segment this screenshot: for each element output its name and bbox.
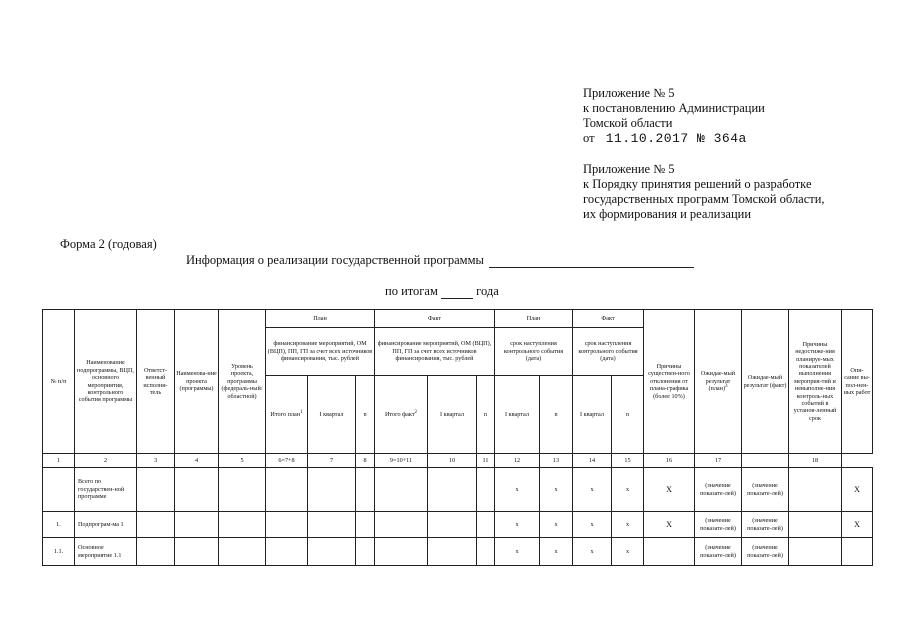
appendix-2-line-2: к Порядку принятия решений о разработке — [583, 177, 812, 191]
appendix-1-line-2: к постановлению Администрации — [583, 101, 765, 115]
program-report-table — [42, 309, 873, 566]
x-mark: x — [612, 512, 644, 538]
header-q1-fact: I квартал — [428, 376, 477, 454]
header-responsible: Ответст-венный исполни-тель — [137, 310, 175, 454]
value-fact: (значение показате-лей) — [742, 538, 789, 566]
header-qn-fact: n — [477, 376, 495, 454]
x-mark: x — [612, 468, 644, 512]
header-project-level: Уровень проекта, программы (федераль-ный/ областной) — [219, 310, 266, 454]
header-qn-event-fact: n — [612, 376, 644, 454]
appendix-header-2 — [583, 162, 825, 222]
cell — [375, 468, 428, 512]
col-number: 15 — [612, 454, 644, 468]
x-mark: x — [540, 468, 573, 512]
value-plan: (значение показате-лей) — [695, 512, 742, 538]
cell — [428, 538, 477, 566]
col-number — [742, 454, 789, 468]
appendix-header-1 — [583, 86, 765, 146]
value-fact: (значение показате-лей) — [742, 512, 789, 538]
resolution-date-number: 11.10.2017 № 364а — [605, 131, 747, 146]
appendix-2-line-1: Приложение № 5 — [583, 162, 675, 176]
cell — [175, 468, 219, 512]
header-event-plan-desc: срок наступления контрольного события (дата) — [495, 328, 573, 376]
x-mark: x — [540, 512, 573, 538]
x-mark: x — [573, 538, 612, 566]
cell — [219, 512, 266, 538]
value-plan: (значение показате-лей) — [695, 468, 742, 512]
date-prefix: от — [583, 131, 595, 145]
cell — [137, 512, 175, 538]
x-mark: x — [495, 512, 540, 538]
cell — [428, 468, 477, 512]
appendix-2-line-3: государственных программ Томской области, — [583, 192, 825, 206]
header-fin-plan-desc: финансирование мероприятий, ОМ (ВЦП), ПП, ГП за счет всех источников финансирования, тыс. рублей — [266, 328, 375, 376]
x-mark: x — [573, 468, 612, 512]
cell — [266, 512, 308, 538]
x-mark: x — [495, 538, 540, 566]
table-row — [43, 538, 873, 566]
row-name: Основное мероприятие 1.1 — [75, 538, 137, 566]
col-number: 5 — [219, 454, 266, 468]
appendix-1-line-1: Приложение № 5 — [583, 86, 675, 100]
cell — [266, 538, 308, 566]
col-number: 9=10+11 — [375, 454, 428, 468]
x-mark: X — [842, 512, 873, 538]
cell — [175, 512, 219, 538]
table-row — [43, 468, 873, 512]
cell — [477, 538, 495, 566]
document-title — [186, 253, 694, 268]
x-mark: X — [842, 468, 873, 512]
header-expected-plan: Ожидае-мый результат (план)$^3$ — [695, 310, 742, 454]
col-number: 12 — [495, 454, 540, 468]
header-total-fact: Итого факт$^2$ — [375, 376, 428, 454]
cell — [308, 538, 356, 566]
cell — [789, 512, 842, 538]
appendix-2-line-4: их формирования и реализации — [583, 207, 752, 221]
cell — [428, 512, 477, 538]
header-fact-event: Факт — [573, 310, 644, 328]
x-mark: X — [644, 512, 695, 538]
row-num: 1. — [43, 512, 75, 538]
cell — [789, 468, 842, 512]
reporting-period — [385, 284, 499, 299]
col-number: 16 — [644, 454, 695, 468]
title-text: Информация о реализации государственной программы — [186, 253, 484, 267]
header-expected-fact: Ожидае-мый результат (факт) — [742, 310, 789, 454]
header-num: № п/п — [43, 310, 75, 454]
col-number: 17 — [695, 454, 742, 468]
cell — [356, 512, 375, 538]
col-number: 13 — [540, 454, 573, 468]
header-qn-event-plan: n — [540, 376, 573, 454]
cell — [375, 538, 428, 566]
year-blank — [441, 287, 473, 299]
header-total-plan: Итого план$^1$ — [266, 376, 308, 454]
x-mark: x — [612, 538, 644, 566]
header-plan-fin: План — [266, 310, 375, 328]
appendix-1-line-3: Томской области — [583, 116, 673, 130]
cell — [175, 538, 219, 566]
header-reasons-deviation: Причины существен-ного отклонения от плана-графика (более 10%) — [644, 310, 695, 454]
header-project-name: Наименова-ние проекта (программы) — [175, 310, 219, 454]
cell — [477, 512, 495, 538]
row-name: Подпрограм-ма 1 — [75, 512, 137, 538]
cell — [842, 538, 873, 566]
header-q1-event-plan: I квартал — [495, 376, 540, 454]
row-num — [43, 468, 75, 512]
value-fact: (значение показате-лей) — [742, 468, 789, 512]
cell — [356, 468, 375, 512]
column-numbers-row — [43, 454, 873, 468]
program-name-blank — [489, 255, 694, 268]
header-q1-plan: I квартал — [308, 376, 356, 454]
x-mark: X — [644, 468, 695, 512]
x-mark: x — [495, 468, 540, 512]
x-mark: x — [540, 538, 573, 566]
table-row — [43, 512, 873, 538]
header-q1-event-fact: I квартал — [573, 376, 612, 454]
row-name: Всего по государствен-ной программе — [75, 468, 137, 512]
col-number: 3 — [137, 454, 175, 468]
row-num: 1.1. — [43, 538, 75, 566]
cell — [137, 468, 175, 512]
col-number: 11 — [477, 454, 495, 468]
header-work-description: Опи-сание вы-пол-нен-ных работ — [842, 310, 873, 454]
col-number: 1 — [43, 454, 75, 468]
cell — [789, 538, 842, 566]
col-number: 18 — [789, 454, 842, 468]
cell — [477, 468, 495, 512]
cell — [356, 538, 375, 566]
cell — [219, 538, 266, 566]
appendix-1-line-4 — [583, 131, 765, 146]
header-reasons-failure: Причины недостиже-ния планируе-мых показателей выполнения мероприя-тий и невыполне-ния контроль-ных событий в установ-ленный срок — [789, 310, 842, 454]
header-fact-fin: Факт — [375, 310, 495, 328]
header-plan-event: План — [495, 310, 573, 328]
col-number: 8 — [356, 454, 375, 468]
cell — [266, 468, 308, 512]
header-event-fact-desc: срок наступления контрольного события (дата) — [573, 328, 644, 376]
header-qn-plan: n — [356, 376, 375, 454]
cell — [219, 468, 266, 512]
period-suffix: года — [476, 284, 499, 298]
cell — [375, 512, 428, 538]
value-plan: (значение показате-лей) — [695, 538, 742, 566]
header-fin-fact-desc: финансирование мероприятий, ОМ (ВЦП), ПП, ГП за счет всех источников финансирования, тыс. рублей — [375, 328, 495, 376]
x-mark: x — [573, 512, 612, 538]
col-number: 7 — [308, 454, 356, 468]
cell — [308, 512, 356, 538]
col-number: 10 — [428, 454, 477, 468]
period-prefix: по итогам — [385, 284, 438, 298]
cell — [644, 538, 695, 566]
col-number: 2 — [75, 454, 137, 468]
col-number: 4 — [175, 454, 219, 468]
cell — [137, 538, 175, 566]
form-label: Форма 2 (годовая) — [60, 237, 157, 251]
col-number: 14 — [573, 454, 612, 468]
cell — [308, 468, 356, 512]
col-number: 6=7+8 — [266, 454, 308, 468]
header-name: Наименование подпрограммы, ВЦП, основного мероприятия, контрольного события программы — [75, 310, 137, 454]
